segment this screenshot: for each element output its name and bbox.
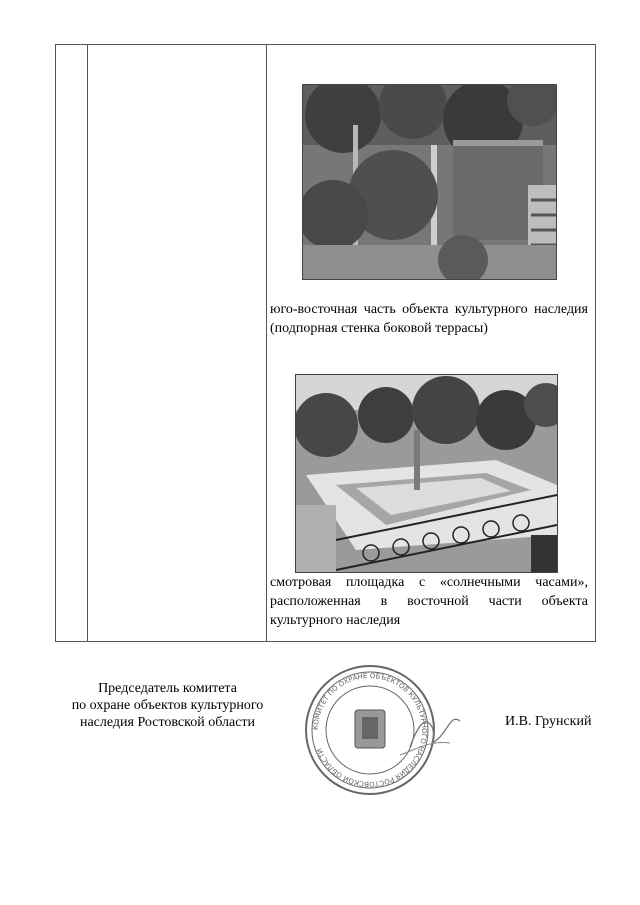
garden-retaining-wall-photo: [302, 84, 557, 280]
photo-caption-1: юго-восточная часть объекта культурного наследия (подпорная стенка боковой террасы): [270, 302, 588, 336]
signatory-name: И.В. Грунский: [505, 714, 592, 729]
svg-text:КОМИТЕТ ПО ОХРАНЕ ОБЪЕКТОВ КУЛ: КОМИТЕТ ПО ОХРАНЕ ОБЪЕКТОВ КУЛЬТУРНОГО НАСЛЕДИЯ РОСТОВСКОЙ ОБЛАСТИ: [311, 671, 429, 789]
signatory-position: [45, 680, 290, 731]
photo-caption-2: смотровая площадка с «солнечными часами», расположенная в восточной части объекта культурного наследия: [270, 575, 588, 628]
table-column-divider: [87, 44, 88, 641]
table-column-divider: [266, 44, 267, 641]
official-seal: [300, 655, 470, 805]
position-line: по охране объектов культурного: [71, 698, 264, 713]
observation-platform-sundial-photo: [295, 374, 558, 573]
position-line: наследия Ростовской области: [79, 715, 256, 730]
position-line: Председатель комитета: [98, 681, 237, 696]
